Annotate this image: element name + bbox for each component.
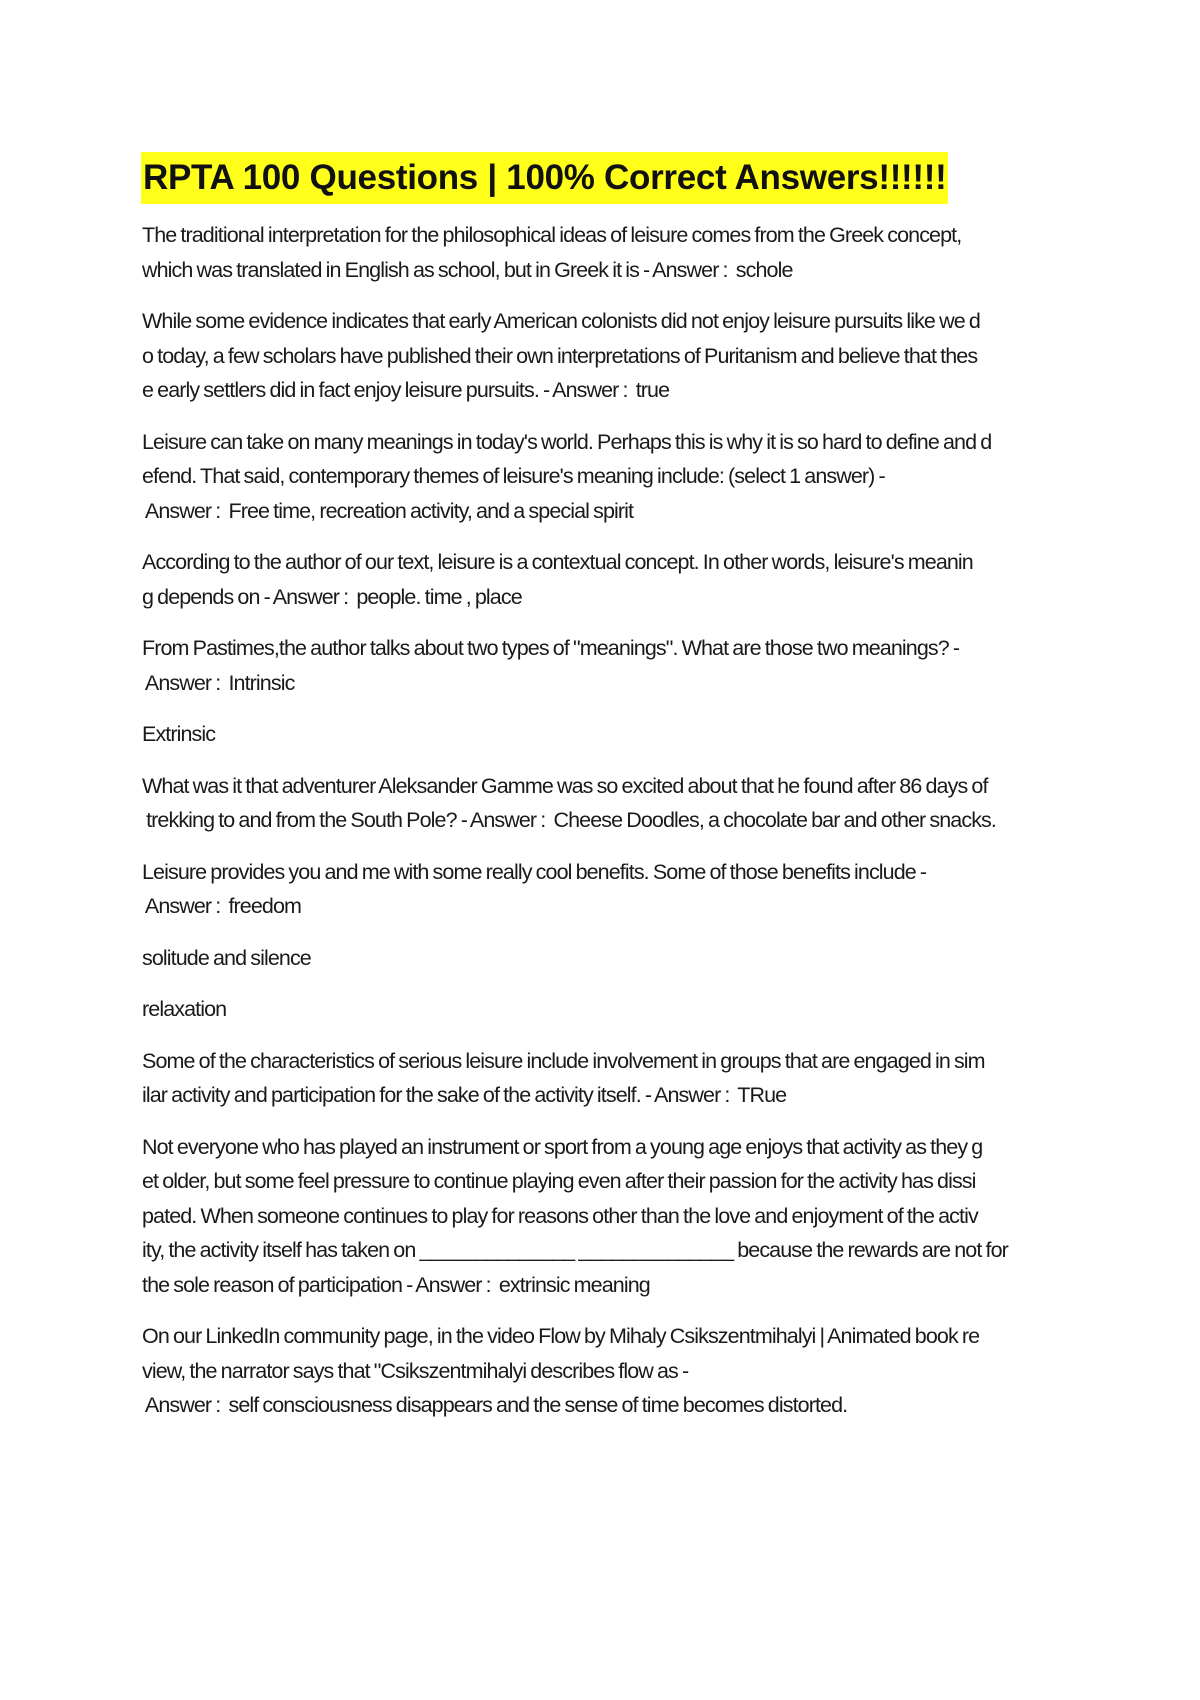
qa-line: the sole reason of participation - Answer : extrinsic meaning xyxy=(142,1272,650,1297)
qa-line: g depends on - Answer : people. time , place xyxy=(142,584,522,609)
qa-line: which was translated in English as school, but in Greek it is - Answer : schole xyxy=(142,257,793,282)
qa-line: On our LinkedIn community page, in the video Flow by Mihaly Csikszentmihalyi | Animated book re xyxy=(142,1324,980,1348)
qa-line: According to the author of our text, leisure is a contextual concept. In other words, leisure's meanin xyxy=(142,550,973,574)
qa-paragraph xyxy=(142,218,1067,287)
qa-line: view, the narrator says that "Csikszentmihalyi describes flow as - xyxy=(142,1358,689,1383)
qa-line: From Pastimes,the author talks about two types of "meanings". What are those two meanings? - xyxy=(142,636,960,660)
qa-line: ity, the activity itself has taken on ______________ ______________ because the rewards are not for xyxy=(142,1238,1008,1262)
qa-line: ilar activity and participation for the sake of the activity itself. - Answer : TRue xyxy=(142,1083,787,1107)
qa-line: e early settlers did in fact enjoy leisure pursuits. - Answer : true xyxy=(142,378,670,402)
qa-paragraph xyxy=(142,941,1067,976)
qa-paragraph xyxy=(142,1319,1067,1423)
qa-paragraph xyxy=(142,992,1067,1027)
qa-paragraph xyxy=(142,1044,1067,1113)
qa-paragraph xyxy=(142,425,1067,529)
qa-line: Answer : Intrinsic xyxy=(142,670,295,695)
qa-line: Answer : freedom xyxy=(142,894,302,918)
qa-line: solitude and silence xyxy=(142,945,311,970)
qa-line: Some of the characteristics of serious leisure include involvement in groups that are engaged in sim xyxy=(142,1048,985,1073)
qa-paragraph xyxy=(142,1130,1067,1303)
qa-line: o today, a few scholars have published their own interpretations of Puritanism and believe that thes xyxy=(142,343,978,368)
qa-line: Answer : Free time, recreation activity, and a special spirit xyxy=(142,498,634,523)
qa-line: et older, but some feel pressure to continue playing even after their passion for the activity has dissi xyxy=(142,1169,976,1193)
qa-paragraph xyxy=(142,855,1067,924)
qa-line: efend. That said, contemporary themes of leisure's meaning include: (select 1 answer) - xyxy=(142,464,885,488)
qa-list xyxy=(142,218,1067,1423)
qa-line: Leisure can take on many meanings in today's world. Perhaps this is why it is so hard to define and d xyxy=(142,429,992,454)
qa-paragraph xyxy=(142,717,1067,752)
qa-line: relaxation xyxy=(142,997,227,1021)
page-title: RPTA 100 Questions | 100% Correct Answers!!!!!! xyxy=(141,152,948,204)
qa-line: Extrinsic xyxy=(142,722,216,746)
qa-paragraph xyxy=(142,545,1067,614)
document-page xyxy=(142,152,1067,1440)
qa-paragraph xyxy=(142,631,1067,700)
qa-line: The traditional interpretation for the philosophical ideas of leisure comes from the Greek concept, xyxy=(142,223,962,247)
qa-line: While some evidence indicates that early American colonists did not enjoy leisure pursuits like we d xyxy=(142,309,980,333)
qa-line: Not everyone who has played an instrument or sport from a young age enjoys that activity as they g xyxy=(142,1134,983,1159)
qa-line: trekking to and from the South Pole? - Answer : Cheese Doodles, a chocolate bar and other snacks. xyxy=(142,808,996,832)
qa-line: Leisure provides you and me with some really cool benefits. Some of those benefits include - xyxy=(142,859,927,884)
qa-line: pated. When someone continues to play for reasons other than the love and enjoyment of the activ xyxy=(142,1203,978,1228)
qa-paragraph xyxy=(142,304,1067,408)
qa-line: What was it that adventurer Aleksander Gamme was so excited about that he found after 86 days of xyxy=(142,773,988,798)
qa-line: Answer : self consciousness disappears and the sense of time becomes distorted. xyxy=(142,1393,848,1417)
qa-paragraph xyxy=(142,769,1067,838)
